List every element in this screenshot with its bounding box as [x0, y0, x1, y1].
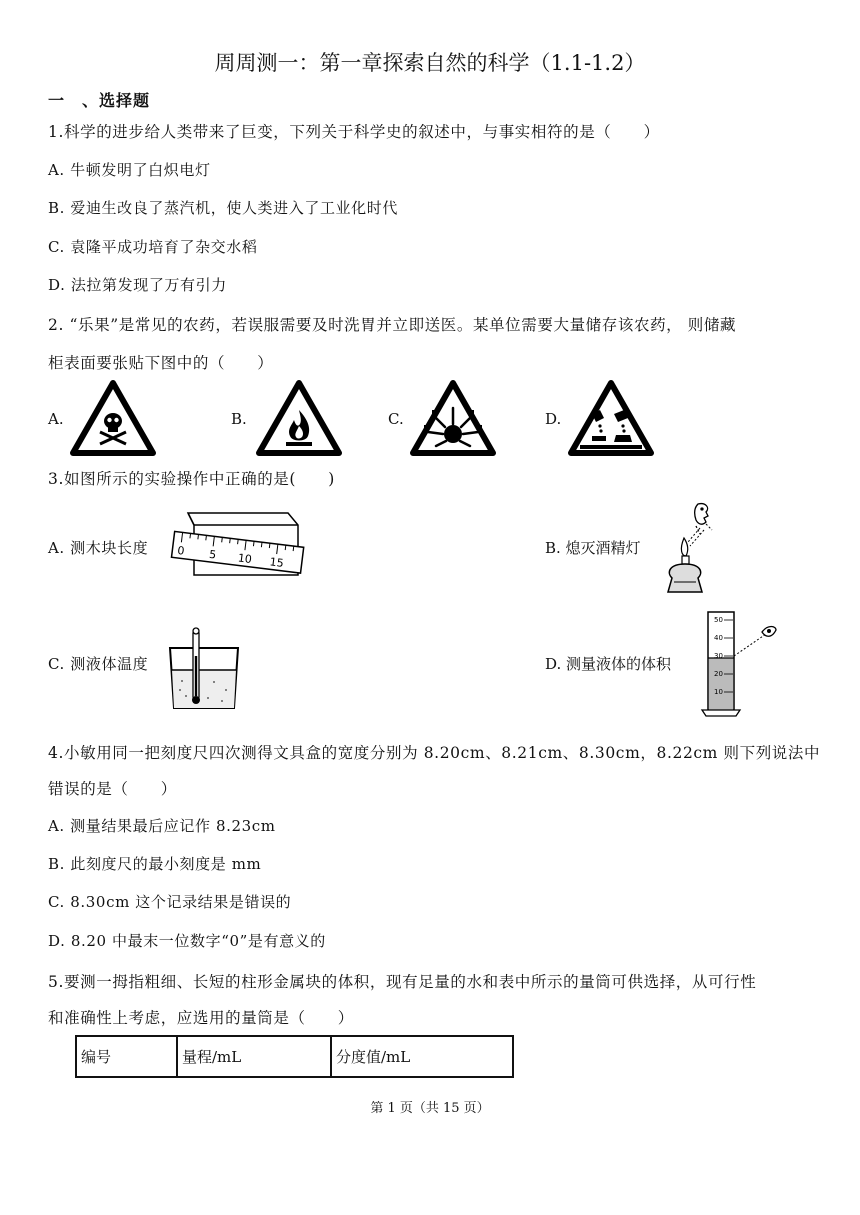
cylinder-table [75, 1035, 514, 1078]
q3-option-c: C. 测液体温度 [48, 655, 149, 673]
q3-stem: 3.如图所示的实验操作中正确的是( ) [48, 470, 335, 488]
table-header-cell: 量程/mL [177, 1036, 331, 1077]
q4-stem-line2: 错误的是（ ） [48, 780, 177, 798]
q4-option-c: C. 8.30cm 这个记录结果是错误的 [48, 893, 292, 911]
table-header-cell: 编号 [76, 1036, 177, 1077]
cylinder-tick-label: 40 [714, 634, 723, 642]
q4-option-b: B. 此刻度尺的最小刻度是 mm [48, 855, 262, 873]
q4-option-d: D. 8.20 中最末一位数字“0”是有意义的 [48, 932, 326, 950]
q4-stem-line1: 4.小敏用同一把刻度尺四次测得文具盒的宽度分别为 8.20cm、8.21cm、8.30cm，8.22cm 则下列说法中 [48, 744, 821, 762]
q5-stem-line2: 和准确性上考虑，应选用的量筒是（ ） [48, 1009, 354, 1027]
ruler-tick-label: 10 [237, 551, 253, 567]
wood-block-ruler-illustration [160, 505, 310, 590]
flammable-flame-sign-icon [256, 380, 342, 456]
ruler-tick-label: 15 [268, 555, 285, 570]
table-header-cell: 分度值/mL [331, 1036, 513, 1077]
cylinder-tick-label: 30 [714, 652, 723, 660]
corrosive-sign-icon [568, 380, 654, 456]
q1-stem: 1.科学的进步给人类带来了巨变，下列关于科学史的叙述中，与事实相符的是（ ） [48, 123, 660, 141]
q2-label-a: A. [48, 410, 64, 428]
q1-option-d: D. 法拉第发现了万有引力 [48, 276, 227, 294]
cylinder-tick-label: 10 [714, 688, 723, 696]
q2-label-d: D. [545, 410, 562, 428]
q2-label-c: C. [388, 410, 404, 428]
q3-option-d: D. 测量液体的体积 [545, 655, 672, 673]
q2-stem-line2: 柜表面要张贴下图中的（ ） [48, 354, 274, 372]
cylinder-tick-label: 20 [714, 670, 723, 678]
page-footer: 第 1 页（共 15 页） [370, 1101, 490, 1116]
graduated-cylinder-illustration [700, 608, 785, 720]
toxic-skull-sign-icon [70, 380, 156, 456]
cylinder-tick-label: 50 [714, 616, 723, 624]
q5-stem-line1: 5.要测一拇指粗细、长短的柱形金属块的体积，现有足量的水和表中所示的量筒可供选择，从可行性 [48, 973, 757, 991]
q1-option-a: A. 牛顿发明了白炽电灯 [48, 161, 211, 179]
beaker-thermometer-illustration [164, 626, 244, 712]
q1-option-c: C. 袁隆平成功培育了杂交水稻 [48, 238, 258, 256]
ruler-tick-label: 0 [176, 543, 186, 558]
page-title: 周周测一：第一章探索自然的科学（1.1-1.2） [214, 51, 646, 75]
q3-option-a: A. 测木块长度 [48, 539, 149, 557]
section-heading: 一 、选择题 [48, 91, 151, 110]
q2-label-b: B. [231, 410, 247, 428]
q4-option-a: A. 测量结果最后应记作 8.23cm [48, 817, 276, 835]
explosive-sign-icon [410, 380, 496, 456]
alcohol-lamp-blowing-illustration [660, 498, 720, 600]
q3-option-b: B. 熄灭酒精灯 [545, 539, 641, 557]
table-row [76, 1036, 513, 1077]
q2-stem-line1: 2. “乐果”是常见的农药，若误服需要及时洗胃并立即送医。某单位需要大量储存该农药， 则储藏 [48, 316, 737, 334]
ruler-tick-label: 5 [208, 547, 217, 562]
q1-option-b: B. 爱迪生改良了蒸汽机，使人类进入了工业化时代 [48, 199, 398, 217]
